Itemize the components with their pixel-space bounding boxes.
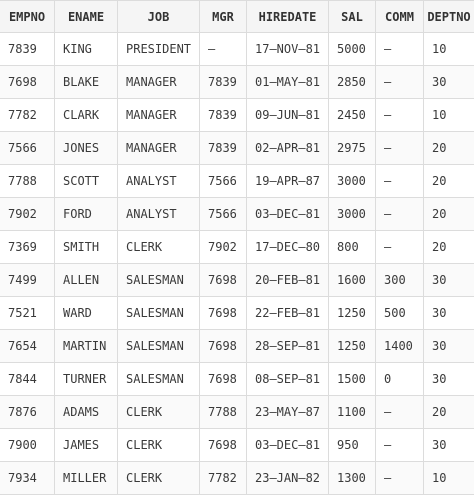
cell-hiredate: 28–SEP–81 (247, 330, 329, 363)
table-row[interactable] (0, 132, 474, 165)
cell-job: PRESIDENT (118, 33, 200, 66)
cell-hiredate: 01–MAY–81 (247, 66, 329, 99)
cell-mgr: 7839 (200, 99, 247, 132)
table-row[interactable] (0, 198, 474, 231)
table-row[interactable] (0, 363, 474, 396)
cell-mgr: 7566 (200, 198, 247, 231)
cell-ename: SMITH (55, 231, 118, 264)
cell-ename: MARTIN (55, 330, 118, 363)
cell-ename: ALLEN (55, 264, 118, 297)
cell-deptno: 10 (424, 99, 474, 132)
column-header-empno[interactable]: EMPNO (0, 1, 55, 33)
table-row[interactable] (0, 297, 474, 330)
table-row[interactable] (0, 66, 474, 99)
cell-job: SALESMAN (118, 264, 200, 297)
cell-hiredate: 03–DEC–81 (247, 198, 329, 231)
cell-mgr: 7788 (200, 396, 247, 429)
cell-empno: 7934 (0, 462, 55, 495)
cell-hiredate: 17–NOV–81 (247, 33, 329, 66)
cell-job: ANALYST (118, 165, 200, 198)
cell-hiredate: 17–DEC–80 (247, 231, 329, 264)
cell-mgr: 7566 (200, 165, 247, 198)
table-row[interactable] (0, 231, 474, 264)
cell-deptno: 20 (424, 132, 474, 165)
cell-empno: 7902 (0, 198, 55, 231)
cell-hiredate: 08–SEP–81 (247, 363, 329, 396)
table-row[interactable] (0, 429, 474, 462)
cell-deptno: 30 (424, 297, 474, 330)
cell-sal: 2850 (329, 66, 376, 99)
cell-mgr: 7698 (200, 429, 247, 462)
cell-comm: – (376, 66, 424, 99)
cell-sal: 1100 (329, 396, 376, 429)
cell-sal: 800 (329, 231, 376, 264)
cell-empno: 7654 (0, 330, 55, 363)
cell-empno: 7788 (0, 165, 55, 198)
cell-job: MANAGER (118, 66, 200, 99)
table-row[interactable] (0, 33, 474, 66)
cell-sal: 1500 (329, 363, 376, 396)
cell-deptno: 10 (424, 33, 474, 66)
cell-ename: FORD (55, 198, 118, 231)
cell-empno: 7782 (0, 99, 55, 132)
cell-job: SALESMAN (118, 297, 200, 330)
cell-comm: – (376, 33, 424, 66)
cell-empno: 7876 (0, 396, 55, 429)
cell-empno: 7566 (0, 132, 55, 165)
cell-mgr: 7782 (200, 462, 247, 495)
cell-ename: TURNER (55, 363, 118, 396)
cell-hiredate: 20–FEB–81 (247, 264, 329, 297)
cell-ename: WARD (55, 297, 118, 330)
cell-ename: CLARK (55, 99, 118, 132)
cell-job: CLERK (118, 429, 200, 462)
column-header-job[interactable]: JOB (118, 1, 200, 33)
cell-sal: 1250 (329, 330, 376, 363)
cell-ename: JONES (55, 132, 118, 165)
cell-job: SALESMAN (118, 330, 200, 363)
cell-ename: SCOTT (55, 165, 118, 198)
cell-job: ANALYST (118, 198, 200, 231)
cell-sal: 2450 (329, 99, 376, 132)
cell-comm: 500 (376, 297, 424, 330)
cell-hiredate: 09–JUN–81 (247, 99, 329, 132)
cell-empno: 7499 (0, 264, 55, 297)
cell-comm: – (376, 165, 424, 198)
table-row[interactable] (0, 264, 474, 297)
cell-comm: – (376, 396, 424, 429)
cell-hiredate: 02–APR–81 (247, 132, 329, 165)
cell-comm: – (376, 429, 424, 462)
cell-mgr: 7839 (200, 66, 247, 99)
table-row[interactable] (0, 462, 474, 495)
cell-job: MANAGER (118, 99, 200, 132)
cell-mgr: 7698 (200, 297, 247, 330)
cell-empno: 7521 (0, 297, 55, 330)
cell-ename: BLAKE (55, 66, 118, 99)
cell-mgr: 7902 (200, 231, 247, 264)
cell-sal: 1250 (329, 297, 376, 330)
cell-hiredate: 03–DEC–81 (247, 429, 329, 462)
cell-sal: 1600 (329, 264, 376, 297)
cell-ename: MILLER (55, 462, 118, 495)
cell-job: CLERK (118, 396, 200, 429)
cell-comm: 1400 (376, 330, 424, 363)
cell-sal: 3000 (329, 165, 376, 198)
cell-job: MANAGER (118, 132, 200, 165)
cell-ename: ADAMS (55, 396, 118, 429)
cell-deptno: 30 (424, 66, 474, 99)
cell-comm: – (376, 231, 424, 264)
cell-mgr: 7839 (200, 132, 247, 165)
cell-comm: – (376, 462, 424, 495)
cell-comm: – (376, 132, 424, 165)
column-header-hiredate[interactable]: HIREDATE (247, 1, 329, 33)
cell-sal: 5000 (329, 33, 376, 66)
cell-deptno: 20 (424, 198, 474, 231)
header-row (0, 1, 474, 33)
cell-deptno: 20 (424, 396, 474, 429)
cell-mgr: 7698 (200, 330, 247, 363)
column-header-mgr[interactable]: MGR (200, 1, 247, 33)
cell-comm: – (376, 99, 424, 132)
cell-hiredate: 23–JAN–82 (247, 462, 329, 495)
cell-sal: 950 (329, 429, 376, 462)
cell-sal: 2975 (329, 132, 376, 165)
cell-empno: 7900 (0, 429, 55, 462)
cell-sal: 3000 (329, 198, 376, 231)
cell-deptno: 30 (424, 429, 474, 462)
column-header-ename[interactable]: ENAME (55, 1, 118, 33)
cell-empno: 7698 (0, 66, 55, 99)
cell-empno: 7844 (0, 363, 55, 396)
table-body (0, 33, 474, 495)
cell-deptno: 20 (424, 231, 474, 264)
cell-comm: – (376, 198, 424, 231)
cell-hiredate: 22–FEB–81 (247, 297, 329, 330)
cell-job: CLERK (118, 231, 200, 264)
table-header (0, 1, 474, 33)
column-header-sal[interactable]: SAL (329, 1, 376, 33)
table-row[interactable] (0, 330, 474, 363)
cell-comm: 300 (376, 264, 424, 297)
cell-job: SALESMAN (118, 363, 200, 396)
cell-ename: KING (55, 33, 118, 66)
table-row[interactable] (0, 99, 474, 132)
cell-ename: JAMES (55, 429, 118, 462)
cell-empno: 7369 (0, 231, 55, 264)
cell-deptno: 30 (424, 264, 474, 297)
cell-sal: 1300 (329, 462, 376, 495)
cell-deptno: 30 (424, 330, 474, 363)
cell-mgr: – (200, 33, 247, 66)
cell-deptno: 20 (424, 165, 474, 198)
cell-hiredate: 19–APR–87 (247, 165, 329, 198)
cell-deptno: 30 (424, 363, 474, 396)
table-row[interactable] (0, 396, 474, 429)
cell-hiredate: 23–MAY–87 (247, 396, 329, 429)
cell-comm: 0 (376, 363, 424, 396)
cell-mgr: 7698 (200, 363, 247, 396)
cell-job: CLERK (118, 462, 200, 495)
cell-mgr: 7698 (200, 264, 247, 297)
column-header-deptno[interactable]: DEPTNO (424, 1, 474, 33)
table-row[interactable] (0, 165, 474, 198)
column-header-comm[interactable]: COMM (376, 1, 424, 33)
cell-deptno: 10 (424, 462, 474, 495)
cell-empno: 7839 (0, 33, 55, 66)
